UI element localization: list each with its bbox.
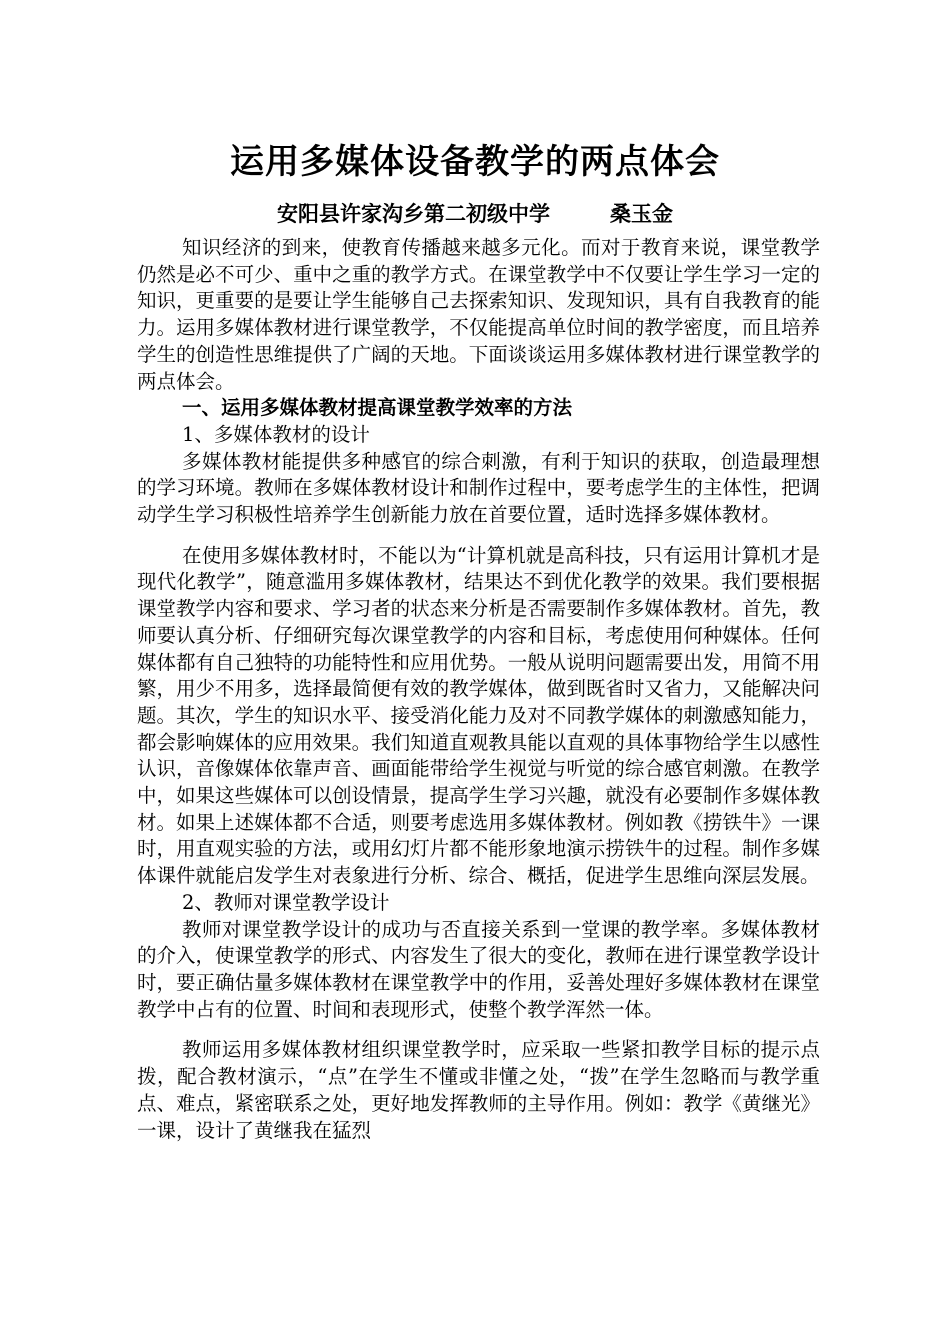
paragraph-teacher-design: 教师对课堂教学设计的成功与否直接关系到一堂课的教学率。多媒体教材的介入，使课堂教学的形式、内容发生了很大的变化，教师在进行课堂教学设计时，要正确估量多媒体教材在课堂教学中的作用，妥善处理好多媒体教材在课堂教学中占有的位置、时间和表现形式，使整个教学浑然一体。 [137, 917, 820, 1021]
subsection-heading-2: 2、教师对课堂教学设计 [182, 890, 390, 914]
subsection-heading-1: 1、多媒体教材的设计 [182, 422, 370, 446]
paragraph-design: 多媒体教材能提供多种感官的综合刺激，有利于知识的获取，创造最理想的学习环境。教师在多媒体教材设计和制作过程中，要考虑学生的主体性，把调动学生学习积极性培养学生创新能力放在首要位置，适时选择多媒体教材。 [137, 449, 820, 527]
author-line [0, 200, 950, 228]
document-body [137, 235, 820, 1144]
document-title: 运用多媒体设备教学的两点体会 [230, 142, 720, 182]
author-school: 安阳县许家沟乡第二初级中学 [277, 201, 550, 226]
paragraph-usage: 在使用多媒体教材时，不能以为“计算机就是高科技，只有运用计算机才是现代化教学”，随意滥用多媒体教材，结果达不到优化教学的效果。我们要根据课堂教学内容和要求、学习者的状态来分析是否需要制作多媒体教材。首先，教师要认真分析、仔细研究每次课堂教学的内容和目标，考虑使用何种媒体。任何媒体都有自己独特的功能特性和应用优势。一般从说明问题需要出发，用简不用繁，用少不用多，选择最简便有效的教学媒体，做到既省时又省力，又能解决问题。其次，学生的知识水平、接受消化能力及对不同教学媒体的刺激感知能力，都会影响媒体的应用效果。我们知道直观教具能以直观的具体事物给学生以感性认识，音像媒体依靠声音、画面能带给学生视觉与听觉的综合感官刺激。在教学中，如果这些媒体可以创设情景，提高学生学习兴趣，就没有必要制作多媒体教材。如果上述媒体都不合适，则要考虑选用多媒体教材。例如教《捞铁牛》一课时，用直观实验的方法，或用幻灯片都不能形象地演示捞铁牛的过程。制作多媒体课件就能启发学生对表象进行分析、综合、概括，促进学生思维向深层发展。 [137, 543, 820, 888]
paragraph-guidance: 教师运用多媒体教材组织课堂教学时，应采取一些紧扣教学目标的提示点拨，配合教材演示，“点”在学生不懂或非懂之处，“拨”在学生忽略而与教学重点、难点，紧密联系之处，更好地发挥教师的主导作用。例如：教学《黄继光》一课，设计了黄继我在猛烈 [137, 1038, 820, 1142]
paragraph-intro: 知识经济的到来，使教育传播越来越多元化。而对于教育来说，课堂教学仍然是必不可少、重中之重的教学方式。在课堂教学中不仅要让学生学习一定的知识，更重要的是要让学生能够自己去探索知识、发现知识，具有自我教育的能力。运用多媒体教材进行课堂教学，不仅能提高单位时间的教学密度，而且培养学生的创造性思维提供了广阔的天地。下面谈谈运用多媒体教材进行课堂教学的两点体会。 [137, 236, 820, 393]
author-name: 桑玉金 [610, 201, 673, 226]
section-heading-1: 一、运用多媒体教材提高课堂教学效率的方法 [182, 396, 573, 420]
